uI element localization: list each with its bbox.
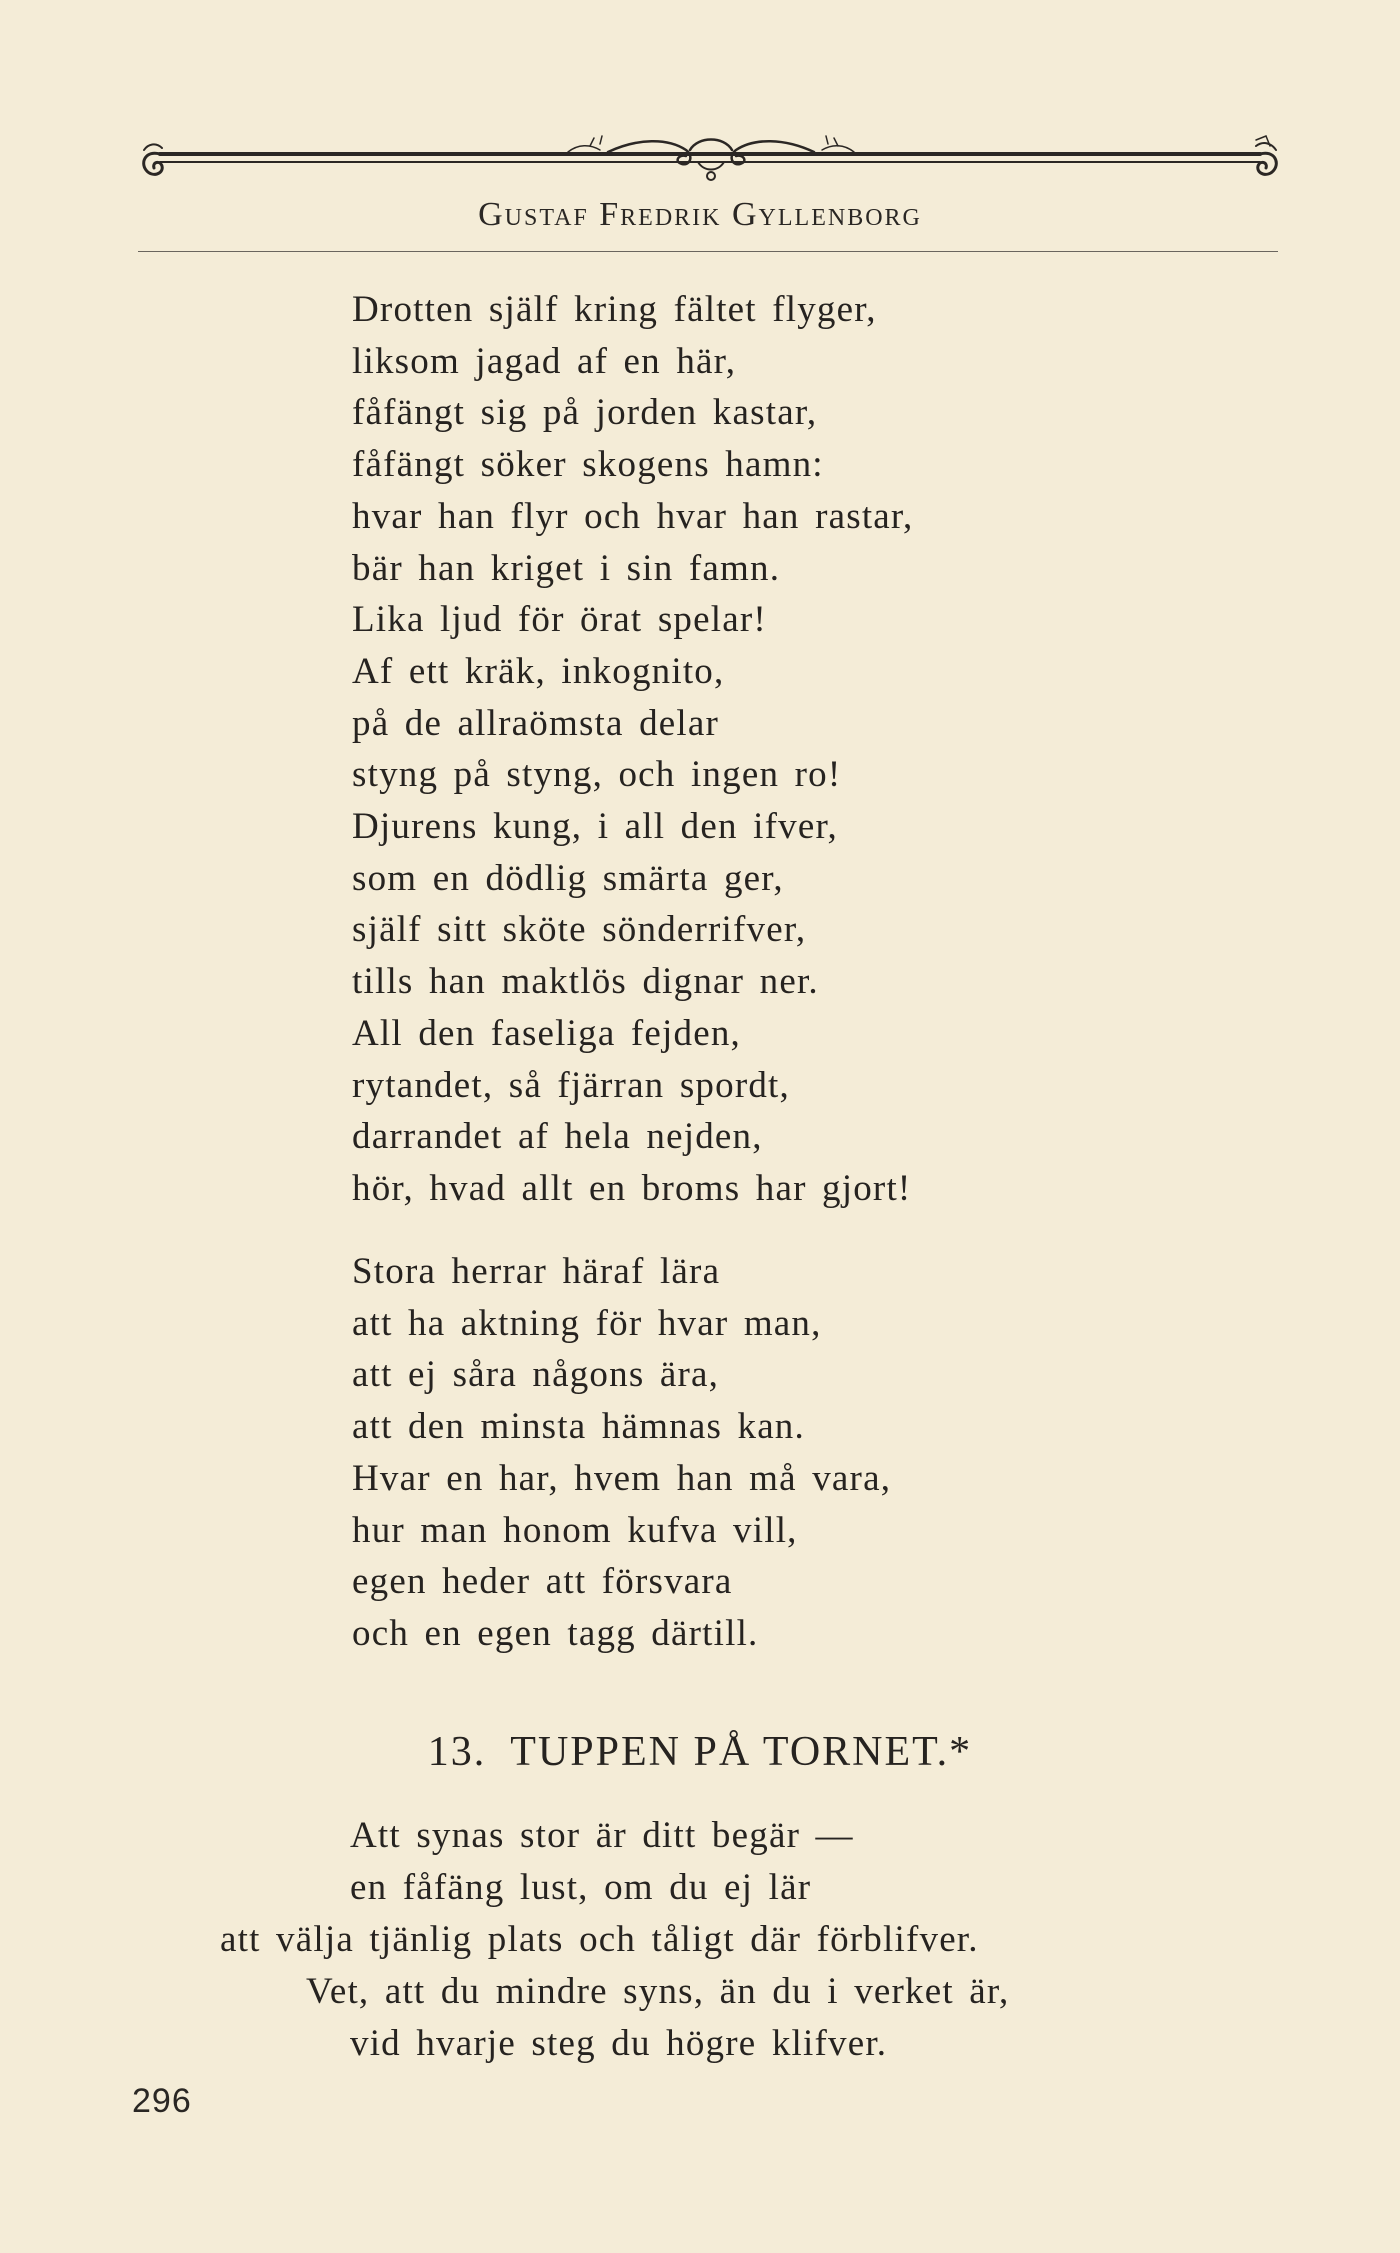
poem-line: att ej såra någons ära, (352, 1354, 720, 1396)
poem-line: själf sitt sköte sönderrifver, (352, 909, 807, 951)
poem-line: Af ett kräk, inkognito, (352, 650, 725, 692)
poem-line: och en egen tagg därtill. (352, 1612, 759, 1654)
section-title: TUPPEN PÅ TORNET.* (510, 1729, 973, 1775)
poem-line: hur man honom kufva vill, (352, 1509, 798, 1551)
poem-line: fåfängt sig på jorden kastar, (352, 392, 818, 434)
poem-line: tills han maktlös dignar ner. (352, 961, 819, 1003)
poem-line: All den faseliga fejden, (352, 1012, 741, 1054)
poem-line: som en dödlig smärta ger, (352, 857, 784, 899)
poem-line: hvar han flyr och hvar han rastar, (352, 495, 914, 537)
poem-line: Hvar en har, hvem han må vara, (352, 1457, 892, 1499)
page-number: 296 (132, 2082, 192, 2120)
poem-line: fåfängt söker skogens hamn: (352, 444, 824, 486)
fable-line: att välja tjänlig plats och tåligt där förblifver. (220, 1919, 979, 1960)
poem-line: styng på styng, och ingen ro! (352, 754, 842, 796)
poem-line: bär han kriget i sin famn. (352, 547, 781, 589)
poem-line: hör, hvad allt en broms har gjort! (352, 1167, 912, 1209)
poem-line: liksom jagad af en här, (352, 340, 737, 382)
header-rule (138, 251, 1278, 252)
fable-line: en fåfäng lust, om du ej lär (350, 1867, 812, 1908)
poem-line: rytandet, så fjärran spordt, (352, 1064, 790, 1106)
fable-line: vid hvarje steg du högre klifver. (350, 2023, 888, 2064)
running-head: Gustaf Fredrik Gyllenborg (478, 196, 922, 233)
poem-line: egen heder att försvara (352, 1561, 733, 1603)
header-ornament-icon (138, 132, 1284, 194)
stanza-2 (352, 1246, 1252, 1660)
poem-line: Drotten själf kring fältet flyger, (352, 289, 877, 330)
section-number: 13. (427, 1729, 487, 1775)
poem-line: att den minsta hämnas kan. (352, 1406, 805, 1448)
poem-line: att ha aktning för hvar man, (352, 1302, 822, 1344)
fable-line: Att synas stor är ditt begär — (350, 1815, 854, 1856)
stanza-1 (352, 284, 1252, 1215)
poem-line: Stora herrar häraf lära (352, 1251, 721, 1292)
poem-line: på de allraömsta delar (352, 702, 720, 744)
poem-line: darrandet af hela nejden, (352, 1116, 763, 1158)
poem-line: Lika ljud för örat spelar! (352, 599, 767, 641)
poem-line: Djurens kung, i all den ifver, (352, 806, 838, 848)
fable-line: Vet, att du mindre syns, än du i verket är, (306, 1971, 1010, 2012)
section-heading (0, 1728, 1400, 1776)
